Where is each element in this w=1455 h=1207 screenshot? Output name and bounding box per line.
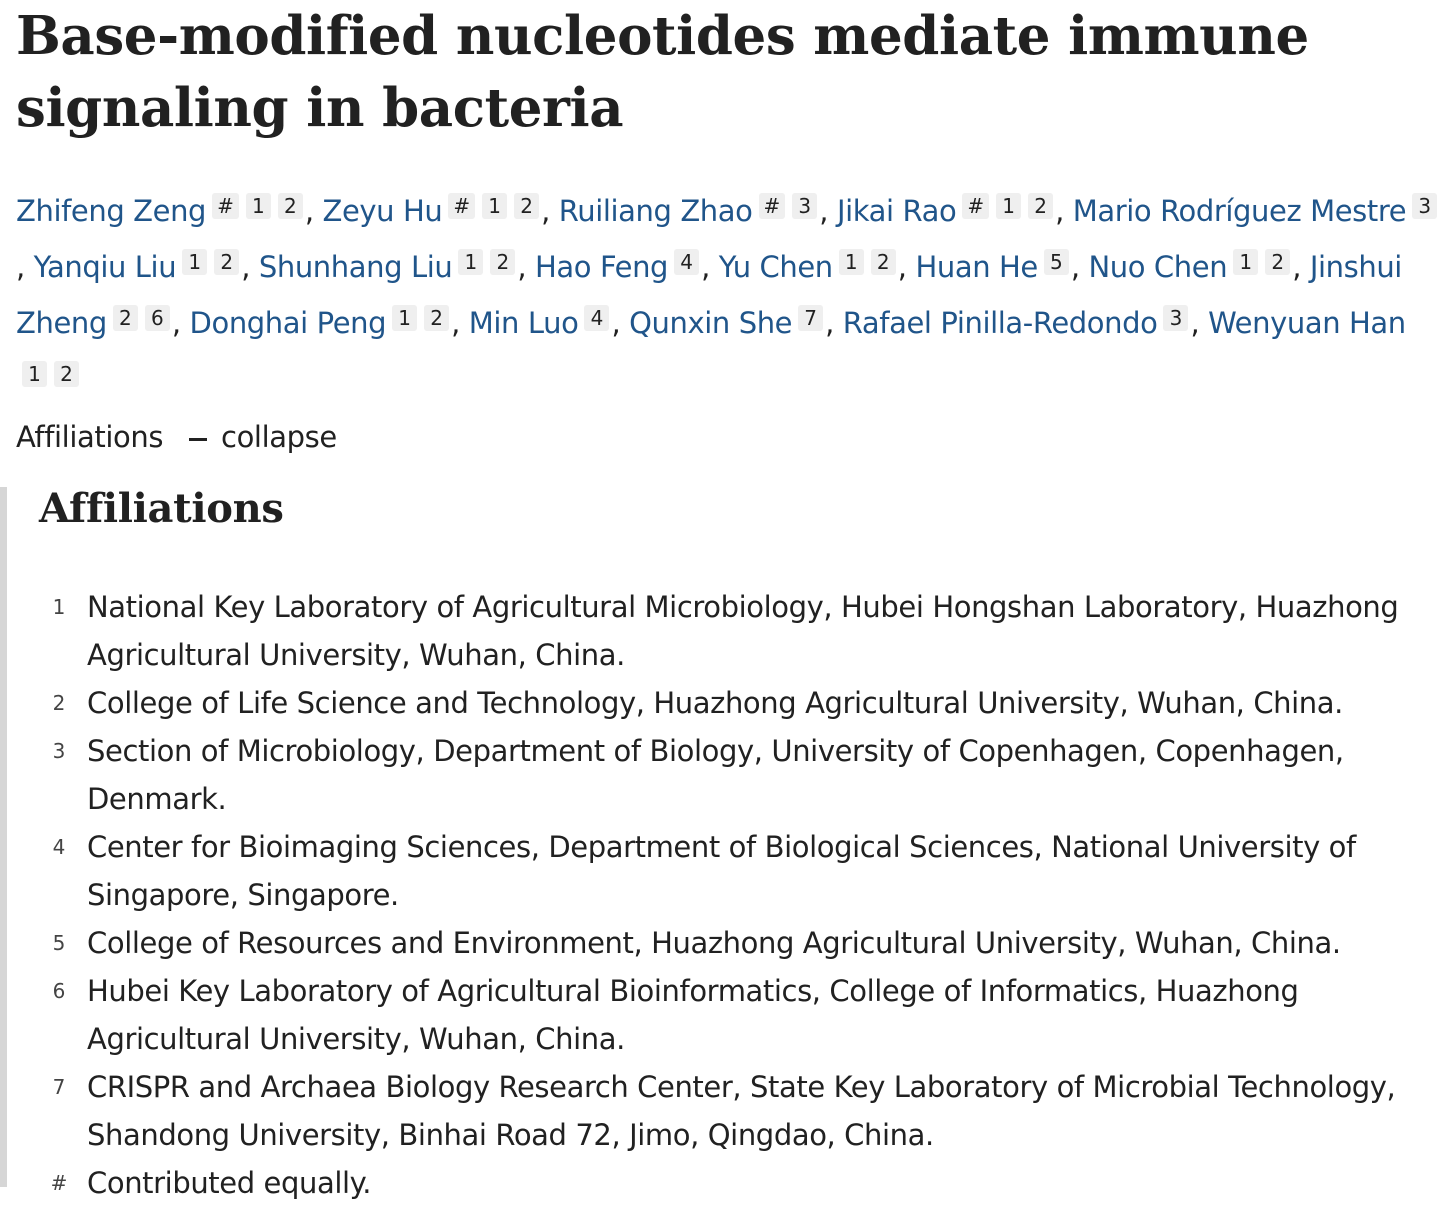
author-separator: , xyxy=(451,306,460,340)
affiliation-text: Center for Bioimaging Sciences, Department of Biological Sciences, National University of Singapore, Singapore. xyxy=(87,830,1356,912)
author-link[interactable]: Hao Feng xyxy=(535,250,669,284)
affiliation-item xyxy=(39,583,1425,679)
author-separator: , xyxy=(897,250,907,284)
affiliation-badge[interactable]: 2 xyxy=(424,305,449,331)
author-link[interactable]: Wenyuan Han xyxy=(1208,306,1406,340)
author-link[interactable]: Min Luo xyxy=(468,306,579,340)
author-affiliation-marks xyxy=(1233,235,1290,283)
author-separator: , xyxy=(1070,250,1080,284)
author-affiliation-marks xyxy=(458,235,515,283)
affiliation-text: College of Life Science and Technology, Huazhong Agricultural University, Wuhan, China. xyxy=(87,686,1343,720)
author-separator: , xyxy=(171,306,181,340)
affiliation-badge[interactable]: 2 xyxy=(113,305,138,331)
affiliation-badge[interactable]: 1 xyxy=(996,193,1021,219)
affiliation-text: CRISPR and Archaea Biology Research Center, State Key Laboratory of Microbial Technology, Shandong University, Binhai Road 72, Jimo, Qingdao, China. xyxy=(87,1070,1396,1152)
affiliation-badge[interactable]: 2 xyxy=(214,249,239,275)
author-separator: , xyxy=(701,250,710,284)
affiliation-number: 7 xyxy=(52,1075,66,1099)
affiliation-number: 3 xyxy=(52,739,66,763)
author-separator: , xyxy=(611,306,621,340)
affiliation-badge[interactable]: 1 xyxy=(246,193,271,219)
affiliations-list xyxy=(39,583,1425,1207)
equal-contribution-badge[interactable]: # xyxy=(448,193,475,219)
author-separator: , xyxy=(1190,306,1200,340)
author-separator: , xyxy=(1055,194,1064,228)
equal-contribution-badge[interactable]: # xyxy=(212,193,239,219)
minus-icon xyxy=(189,438,207,441)
author-link[interactable]: Mario Rodríguez Mestre xyxy=(1072,194,1407,228)
affiliation-number: 2 xyxy=(52,691,66,715)
affiliation-number: 1 xyxy=(52,595,66,619)
affiliation-item xyxy=(39,1159,1425,1207)
affiliation-text: College of Resources and Environment, Huazhong Agricultural University, Wuhan, China. xyxy=(87,926,1341,960)
affiliation-badge[interactable]: 4 xyxy=(674,249,699,275)
author-link[interactable]: Zeyu Hu xyxy=(322,194,443,228)
equal-contribution-badge[interactable]: # xyxy=(759,193,786,219)
affiliation-badge[interactable]: 1 xyxy=(22,361,47,387)
affiliation-badge[interactable]: 2 xyxy=(1028,193,1053,219)
affiliation-item xyxy=(39,1063,1425,1159)
author-separator: , xyxy=(541,194,550,228)
affiliation-item xyxy=(39,679,1425,727)
collapse-link[interactable]: collapse xyxy=(221,420,337,454)
affiliations-toggle[interactable] xyxy=(16,413,1441,461)
affiliation-badge[interactable]: 1 xyxy=(839,249,864,275)
affiliation-badge[interactable]: 1 xyxy=(1233,249,1258,275)
affiliation-item xyxy=(39,727,1425,823)
affiliation-badge[interactable]: 3 xyxy=(1412,193,1437,219)
affiliation-badge[interactable]: 1 xyxy=(182,249,207,275)
author-affiliation-marks xyxy=(448,179,539,227)
affiliation-text: Section of Microbiology, Department of Biology, University of Copenhagen, Copenhagen, Denmark. xyxy=(87,734,1344,816)
affiliation-item xyxy=(39,823,1425,919)
affiliation-badge[interactable]: 6 xyxy=(145,305,170,331)
author-link[interactable]: Jinshui Zheng xyxy=(16,250,1402,340)
affiliation-badge[interactable]: 5 xyxy=(1044,249,1069,275)
affiliation-badge[interactable]: 2 xyxy=(514,193,539,219)
author-link[interactable]: Huan He xyxy=(915,250,1038,284)
author-link[interactable]: Shunhang Liu xyxy=(258,250,453,284)
author-affiliation-marks xyxy=(584,291,609,339)
author-affiliation-marks xyxy=(1412,179,1437,227)
author-affiliation-marks xyxy=(1163,291,1188,339)
affiliation-badge[interactable]: 7 xyxy=(798,305,823,331)
author-link[interactable]: Yanqiu Liu xyxy=(33,250,177,284)
affiliation-badge[interactable]: 2 xyxy=(490,249,515,275)
affiliation-badge[interactable]: 4 xyxy=(584,305,609,331)
affiliation-badge[interactable]: 2 xyxy=(871,249,896,275)
author-link[interactable]: Qunxin She xyxy=(629,306,793,340)
author-separator: , xyxy=(517,250,527,284)
author-link[interactable]: Zhifeng Zeng xyxy=(16,194,207,228)
affiliation-text: Hubei Key Laboratory of Agricultural Bioinformatics, College of Informatics, Huazhong Agricultural University, Wuhan, China. xyxy=(87,974,1299,1056)
author-affiliation-marks xyxy=(182,235,239,283)
author-affiliation-marks xyxy=(962,179,1053,227)
affiliations-panel xyxy=(0,485,1425,1200)
affiliation-badge[interactable]: 2 xyxy=(278,193,303,219)
author-affiliation-marks xyxy=(759,179,818,227)
author-link[interactable]: Rafael Pinilla-Redondo xyxy=(842,306,1158,340)
affiliation-badge[interactable]: 1 xyxy=(482,193,507,219)
authors-list xyxy=(16,179,1441,403)
affiliation-number: # xyxy=(50,1171,68,1195)
affiliation-item xyxy=(39,919,1425,967)
article-title: Base-modified nucleotides mediate immune signaling in bacteria xyxy=(16,5,1309,139)
affiliation-number: 6 xyxy=(52,979,66,1003)
affiliation-number: 4 xyxy=(52,835,66,859)
affiliation-text: Contributed equally. xyxy=(87,1166,372,1200)
affiliation-badge[interactable]: 2 xyxy=(54,361,79,387)
author-affiliation-marks xyxy=(798,291,823,339)
author-separator: , xyxy=(241,250,251,284)
author-separator: , xyxy=(16,250,25,284)
author-affiliation-marks xyxy=(839,235,896,283)
author-link[interactable]: Donghai Peng xyxy=(189,306,387,340)
author-affiliation-marks xyxy=(674,235,699,283)
author-affiliation-marks xyxy=(22,347,79,395)
author-affiliation-marks xyxy=(113,291,170,339)
article-header xyxy=(16,0,1441,461)
author-link[interactable]: Jikai Rao xyxy=(836,194,957,228)
author-affiliation-marks xyxy=(392,291,449,339)
author-link[interactable]: Yu Chen xyxy=(718,250,833,284)
author-affiliation-marks xyxy=(212,179,303,227)
affiliation-badge[interactable]: 3 xyxy=(792,193,817,219)
author-separator: , xyxy=(1292,250,1302,284)
author-link[interactable]: Nuo Chen xyxy=(1088,250,1228,284)
author-separator: , xyxy=(825,306,834,340)
author-separator: , xyxy=(819,194,829,228)
author-separator: , xyxy=(304,194,314,228)
author-link[interactable]: Ruiliang Zhao xyxy=(558,194,753,228)
affiliation-number: 5 xyxy=(52,931,66,955)
affiliations-toggle-label: Affiliations xyxy=(16,420,164,454)
affiliation-badge[interactable]: 3 xyxy=(1163,305,1188,331)
affiliation-badge[interactable]: 1 xyxy=(392,305,417,331)
author-affiliation-marks xyxy=(1044,235,1069,283)
affiliation-badge[interactable]: 2 xyxy=(1265,249,1290,275)
affiliation-text: National Key Laboratory of Agricultural Microbiology, Hubei Hongshan Laboratory, Huazhong Agricultural University, Wuhan, China. xyxy=(87,590,1399,672)
affiliations-heading: Affiliations xyxy=(39,485,284,532)
affiliation-badge[interactable]: 1 xyxy=(458,249,483,275)
equal-contribution-badge[interactable]: # xyxy=(962,193,989,219)
affiliation-item xyxy=(39,967,1425,1063)
